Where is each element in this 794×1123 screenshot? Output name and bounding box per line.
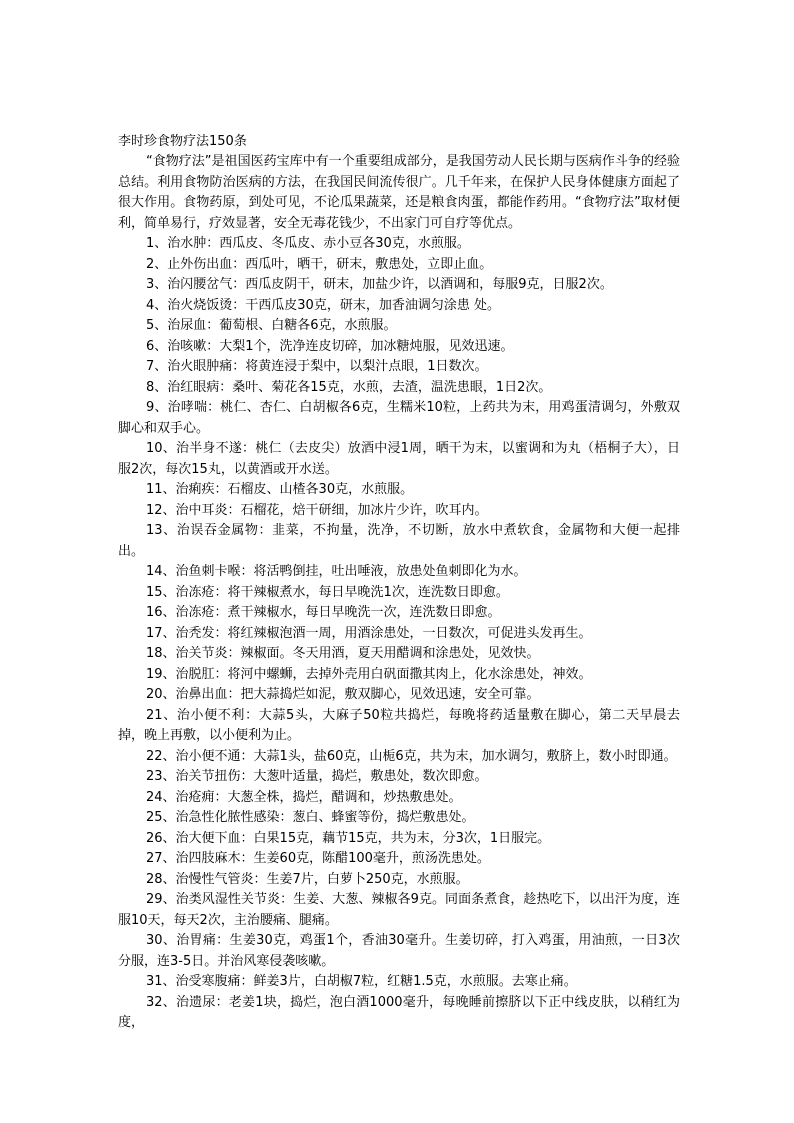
remedy-item: 17、治秃发：将红辣椒泡酒一周，用酒涂患处，一日数次，可促进头发再生。 [146, 625, 592, 641]
remedy-item: 19、治脱肛：将河中螺蛳，去掉外壳用白矾面撒其肉上，化水涂患处，神效。 [146, 666, 592, 682]
remedy-item: 23、治关节扭伤：大葱叶适量，捣烂，敷患处，数次即愈。 [146, 769, 488, 784]
document-title: 李时珍食物疗法150条 [118, 134, 247, 149]
remedy-item: 13、治误吞金属物：韭菜，不拘量，洗净，不切断，放水中煮软食，金属物和大便一起排出。 [118, 523, 680, 559]
remedy-item: 2、止外伤出血：西瓜叶，晒干，研末，敷患处，立即止血。 [146, 256, 493, 272]
remedy-item: 16、治冻疮：煮干辣椒水，每日早晚洗一次，连洗数日即愈。 [146, 605, 501, 620]
document-page [118, 132, 680, 1034]
remedy-item: 1、治水肿：西瓜皮、冬瓜皮、赤小豆各30克，水煎服。 [146, 236, 470, 251]
remedy-item: 22、治小便不通：大蒜1头，盐60克，山栀6克，共为末，加水调匀，敷脐上，数小时即通。 [146, 748, 677, 764]
remedy-item: 10、治半身不遂：桃仁（去皮尖）放酒中浸1周，晒干为末，以蜜调和为丸（梧桐子大），日服2次，每次15丸，以黄酒或开水送。 [118, 441, 680, 477]
remedy-item: 18、治关节炎：辣椒面。冬天用酒，夏天用醋调和涂患处，见效快。 [146, 646, 540, 661]
remedy-item: 6、治咳嗽：大梨1个，洗净连皮切碎，加冰糖炖服，见效迅速。 [146, 338, 514, 354]
remedy-item: 15、治冻疮：将干辣椒煮水，每日早晚洗1次，连洗数日即愈。 [146, 584, 509, 600]
remedy-item: 25、治急性化脓性感染：葱白、蜂蜜等份，捣烂敷患处。 [146, 810, 475, 825]
remedy-list [118, 234, 680, 1034]
remedy-item: 5、治尿血：葡萄根、白糖各6克，水煎服。 [146, 318, 397, 333]
remedy-item: 20、治鼻出血：把大蒜捣烂如泥，敷双脚心，见效迅速，安全可靠。 [146, 687, 540, 702]
remedy-item: 7、治火眼肿痛：将黄连浸于梨中，以梨汁点眼，1日数次。 [146, 359, 488, 374]
remedy-item: 14、治鱼刺卡喉：将活鸭倒挂，吐出唾液，放患处鱼刺即化为水。 [146, 564, 527, 579]
remedy-item: 27、治四肢麻木：生姜60克，陈醋100毫升，煎汤洗患处。 [146, 851, 490, 866]
remedy-item: 28、治慢性气管炎：生姜7片，白萝卜250克，水煎服。 [146, 871, 469, 887]
remedy-item: 3、治闪腰岔气：西瓜皮阴干，研末，加盐少许，以酒调和，每服9克，日服2次。 [146, 277, 613, 292]
remedy-item: 11、治痢疾：石榴皮、山楂各30克，水煎服。 [146, 482, 414, 497]
remedy-item: 32、治遗尿：老姜1块，捣烂，泡白酒1000毫升，每晚睡前擦脐以下正中线皮肤，以稍红为度， [118, 994, 680, 1030]
remedy-item: 9、治哮喘：桃仁、杏仁、白胡椒各6克，生糯米10粒，上药共为末，用鸡蛋清调匀，外敷双脚心和双手心。 [118, 400, 680, 436]
remedy-item: 26、治大便下血：白果15克，藕节15克，共为末，分3次，1日服完。 [146, 830, 551, 846]
remedy-item: 21、治小便不利：大蒜5头，大麻子50粒共捣烂，每晚将药适量敷在脚心，第二天早晨去掉，晚上再敷，以小便利为止。 [118, 707, 680, 743]
remedy-item: 8、治红眼病：桑叶、菊花各15克，水煎，去渣，温洗患眼，1日2次。 [146, 379, 552, 395]
remedy-item: 12、治中耳炎：石榴花，焙干研细，加冰片少许，吹耳内。 [146, 502, 488, 518]
remedy-item: 29、治类风湿性关节炎：生姜、大葱、辣椒各9克。同面条煮食，趁热吃下，以出汗为度，连服10天，每天2次，主治腰痛、腿痛。 [118, 892, 680, 928]
remedy-item: 30、治胃痛：生姜30克，鸡蛋1个，香油30毫升。生姜切碎，打入鸡蛋，用油煎，一日3次分服，连3-5日。并治风寒侵袭咳嗽。 [118, 933, 680, 969]
intro-paragraph: “食物疗法”是祖国医药宝库中有一个重要组成部分，是我国劳动人民长期与医病作斗争的经验总结。利用食物防治医病的方法，在我国民间流传很广。几千年来，在保护人民身体健康方面起了很大作用。食物药原，到处可见，不论瓜果蔬菜，还是粮食肉蛋，都能作药用。“食物疗法”取材便利，简单易行，疗效显著，安全无毒花钱少，不出家门可自疗等优点。 [118, 154, 680, 231]
remedy-item: 4、治火烧饭烫：干西瓜皮30克，研末，加香油调匀涂患 处。 [146, 297, 500, 313]
remedy-item: 24、治疮痈：大葱全株，捣烂，醋调和，炒热敷患处。 [146, 789, 462, 805]
remedy-item: 31、治受寒腹痛：鲜姜3片，白胡椒7粒，红糖1.5克，水煎服。去寒止痛。 [146, 974, 577, 989]
